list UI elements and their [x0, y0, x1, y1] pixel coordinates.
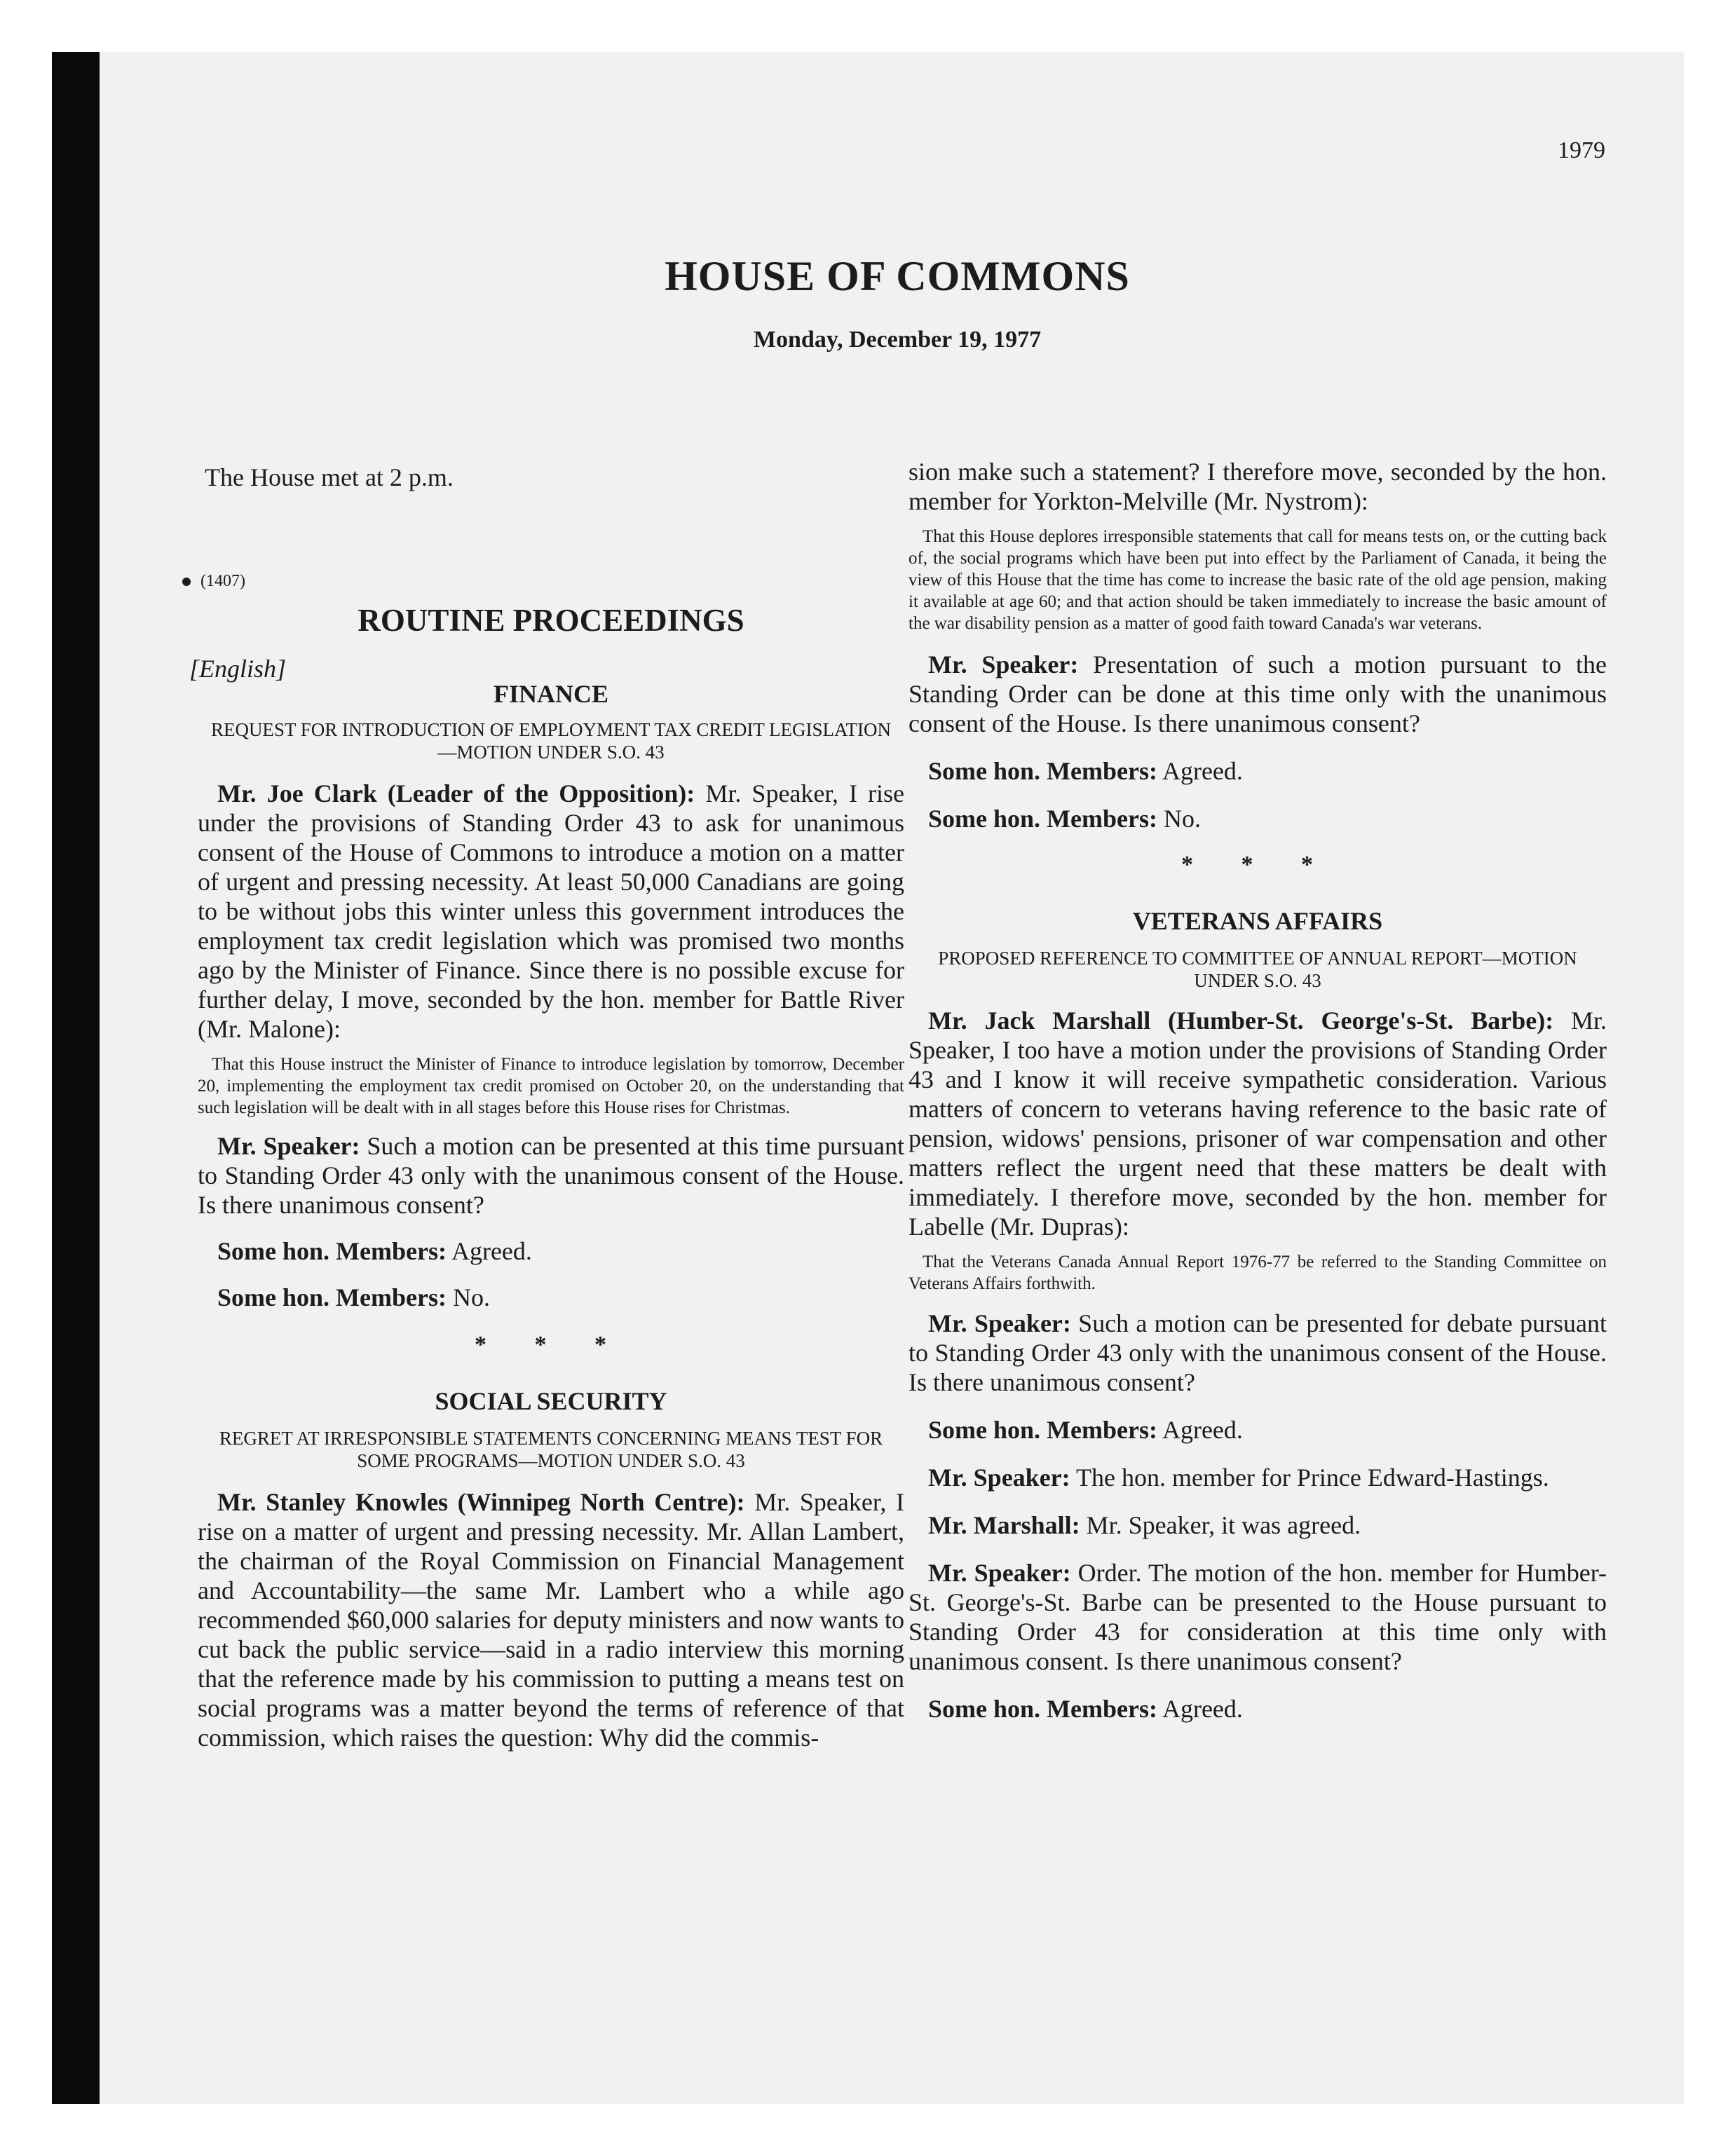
speech-text: Such a motion can be presented at this time pursuant to Standing Order 43 only with the unanimous consent of the House. Is there unanimous consent?	[198, 1132, 905, 1219]
finance-subheading: REQUEST FOR INTRODUCTION OF EMPLOYMENT TAX CREDIT LEGISLATION—MOTION UNDER S.O. 43	[210, 719, 892, 763]
speech-text: Agreed.	[1162, 1695, 1243, 1723]
speaker-name: Some hon. Members:	[928, 757, 1157, 785]
speaker-name: Mr. Speaker:	[928, 1464, 1070, 1492]
speaker-name: Mr. Joe Clark (Leader of the Opposition):	[217, 779, 695, 807]
speech-text: Agreed.	[1162, 1416, 1243, 1444]
speaker-name: Some hon. Members:	[928, 805, 1157, 833]
section-separator: * * *	[1181, 852, 1334, 878]
members-response	[909, 1694, 1607, 1724]
speech-text: Agreed.	[451, 1237, 532, 1265]
right-column	[909, 457, 1607, 1724]
speaker-name: Mr. Marshall:	[928, 1511, 1080, 1539]
speech-text: Presentation of such a motion pursuant to the Standing Order can be done at this time only with the unanimous consent of the House. Is there unanimous consent?	[909, 650, 1607, 737]
speaker-name: Mr. Speaker:	[928, 650, 1079, 678]
marshall-statement	[909, 1006, 1607, 1241]
time-marker	[182, 572, 904, 591]
speech-text: Mr. Speaker, I too have a motion under the provisions of Standing Order 43 and I know it will receive sympathetic consideration. Various matters of concern to veterans having reference to the basic rate of pension, widows' pensions, prisoner of war compensation and other matters reflect the urgent need that these matters be dealt with immediately. I therefore move, seconded by the hon. member for Labelle (Mr. Dupras):	[909, 1007, 1607, 1241]
speaker-ruling	[909, 650, 1607, 738]
speaker-ruling	[909, 1558, 1607, 1676]
members-response	[909, 1415, 1607, 1445]
sitting-date: Monday, December 19, 1977	[753, 327, 1042, 353]
speaker-name: Mr. Jack Marshall (Humber-St. George's-St. Barbe):	[928, 1007, 1554, 1035]
section-title: ROUTINE PROCEEDINGS	[358, 603, 744, 638]
members-response	[198, 1283, 904, 1312]
veterans-heading: VETERANS AFFAIRS	[1132, 907, 1383, 935]
veterans-subheading: PROPOSED REFERENCE TO COMMITTEE OF ANNUAL REPORT—MOTION UNDER S.O. 43	[938, 948, 1577, 991]
speaker-name: Mr. Stanley Knowles (Winnipeg North Centre):	[217, 1488, 745, 1516]
bullet-icon	[182, 578, 191, 586]
page-number: 1979	[1558, 137, 1605, 163]
opening-line: The House met at 2 p.m.	[205, 463, 454, 491]
speaker-name: Some hon. Members:	[217, 1237, 447, 1265]
clark-statement	[198, 779, 904, 1044]
speaker-ruling	[909, 1463, 1607, 1492]
speech-text: The hon. member for Prince Edward-Hastings.	[1076, 1464, 1549, 1492]
time-marker-label: (1407)	[200, 572, 245, 590]
section-separator: * * *	[475, 1332, 627, 1358]
speaker-ruling	[909, 1309, 1607, 1397]
knowles-statement	[198, 1487, 904, 1752]
finance-heading: FINANCE	[493, 680, 608, 708]
speaker-name: Some hon. Members:	[217, 1283, 447, 1311]
speech-text: Agreed.	[1162, 757, 1243, 785]
speaker-name: Some hon. Members:	[928, 1695, 1157, 1723]
document-title: HOUSE OF COMMONS	[665, 253, 1130, 299]
social-security-motion: That this House deplores irresponsible statements that call for means tests on, or the cutting back of, the social programs which have been put into effect by the Parliament of Canada, it being the view of this House that the time has come to increase the basic rate of the old age pension, making it available at age 60; and that action should be taken immediately to increase the basic amount of the war disability pension as a matter of good faith toward Canada's war veterans.	[909, 527, 1607, 633]
speaker-name: Some hon. Members:	[928, 1416, 1157, 1444]
members-response	[909, 756, 1607, 786]
speech-text: Mr. Speaker, I rise under the provisions of Standing Order 43 to ask for unanimous consent of the House of Commons to introduce a motion on a matter of urgent and pressing necessity. At least 50,000 Canadians are going to be without jobs this winter unless this government introduces the employment tax credit legislation which was promised two months ago by the Minister of Finance. Since there is no possible excuse for further delay, I move, seconded by the hon. member for Battle River (Mr. Malone):	[198, 779, 905, 1043]
speaker-name: Mr. Speaker:	[928, 1559, 1071, 1587]
finance-motion: That this House instruct the Minister of Finance to introduce legislation by tomorrow, December 20, implementing the employment tax credit promised on October 20, on the understanding that such legislation will be dealt with in all stages before this House rises for Christmas.	[198, 1055, 904, 1117]
binding-edge	[52, 52, 100, 2104]
speech-text: No.	[1163, 805, 1201, 833]
speaker-ruling	[198, 1131, 904, 1220]
speech-text: Such a motion can be presented for debate pursuant to Standing Order 43 only with the unanimous consent of the House. Is there unanimous consent?	[909, 1309, 1607, 1396]
members-response	[198, 1236, 904, 1266]
speech-text: Mr. Speaker, I rise on a matter of urgent and pressing necessity. Mr. Allan Lambert, the chairman of the Royal Commission on Financial Management and Accountability—the same Mr. Lambert who a while ago recommended $60,000 salaries for deputy ministers and now wants to cut back the public service—said in a radio interview this morning that the reference made by his commission to putting a means test on social programs was a matter beyond the terms of reference of that commission, which raises the question: Why did the commis-	[198, 1488, 904, 1752]
speech-text: Order. The motion of the hon. member for Humber-St. George's-St. Barbe can be presented to the House pursuant to Standing Order 43 for consideration at this time only with unanimous consent. Is there unanimous consent?	[909, 1559, 1607, 1675]
marshall-reply	[909, 1510, 1607, 1540]
continuation-text: sion make such a statement? I therefore move, seconded by the hon. member for Yorkton-Melville (Mr. Nystrom):	[909, 458, 1607, 515]
language-tag: [English]	[189, 655, 287, 683]
social-security-heading: SOCIAL SECURITY	[435, 1387, 667, 1415]
veterans-motion: That the Veterans Canada Annual Report 1976-77 be referred to the Standing Committee on Veterans Affairs forthwith.	[909, 1253, 1607, 1293]
left-column	[189, 463, 905, 1752]
speech-text: Mr. Speaker, it was agreed.	[1086, 1511, 1361, 1539]
social-security-subheading: REGRET AT IRRESPONSIBLE STATEMENTS CONCERNING MEANS TEST FOR SOME PROGRAMS—MOTION UNDER S.O. 43	[219, 1428, 883, 1471]
speaker-name: Mr. Speaker:	[928, 1309, 1071, 1337]
members-response	[909, 804, 1607, 833]
speaker-name: Mr. Speaker:	[217, 1132, 360, 1160]
speech-text: No.	[452, 1283, 490, 1311]
